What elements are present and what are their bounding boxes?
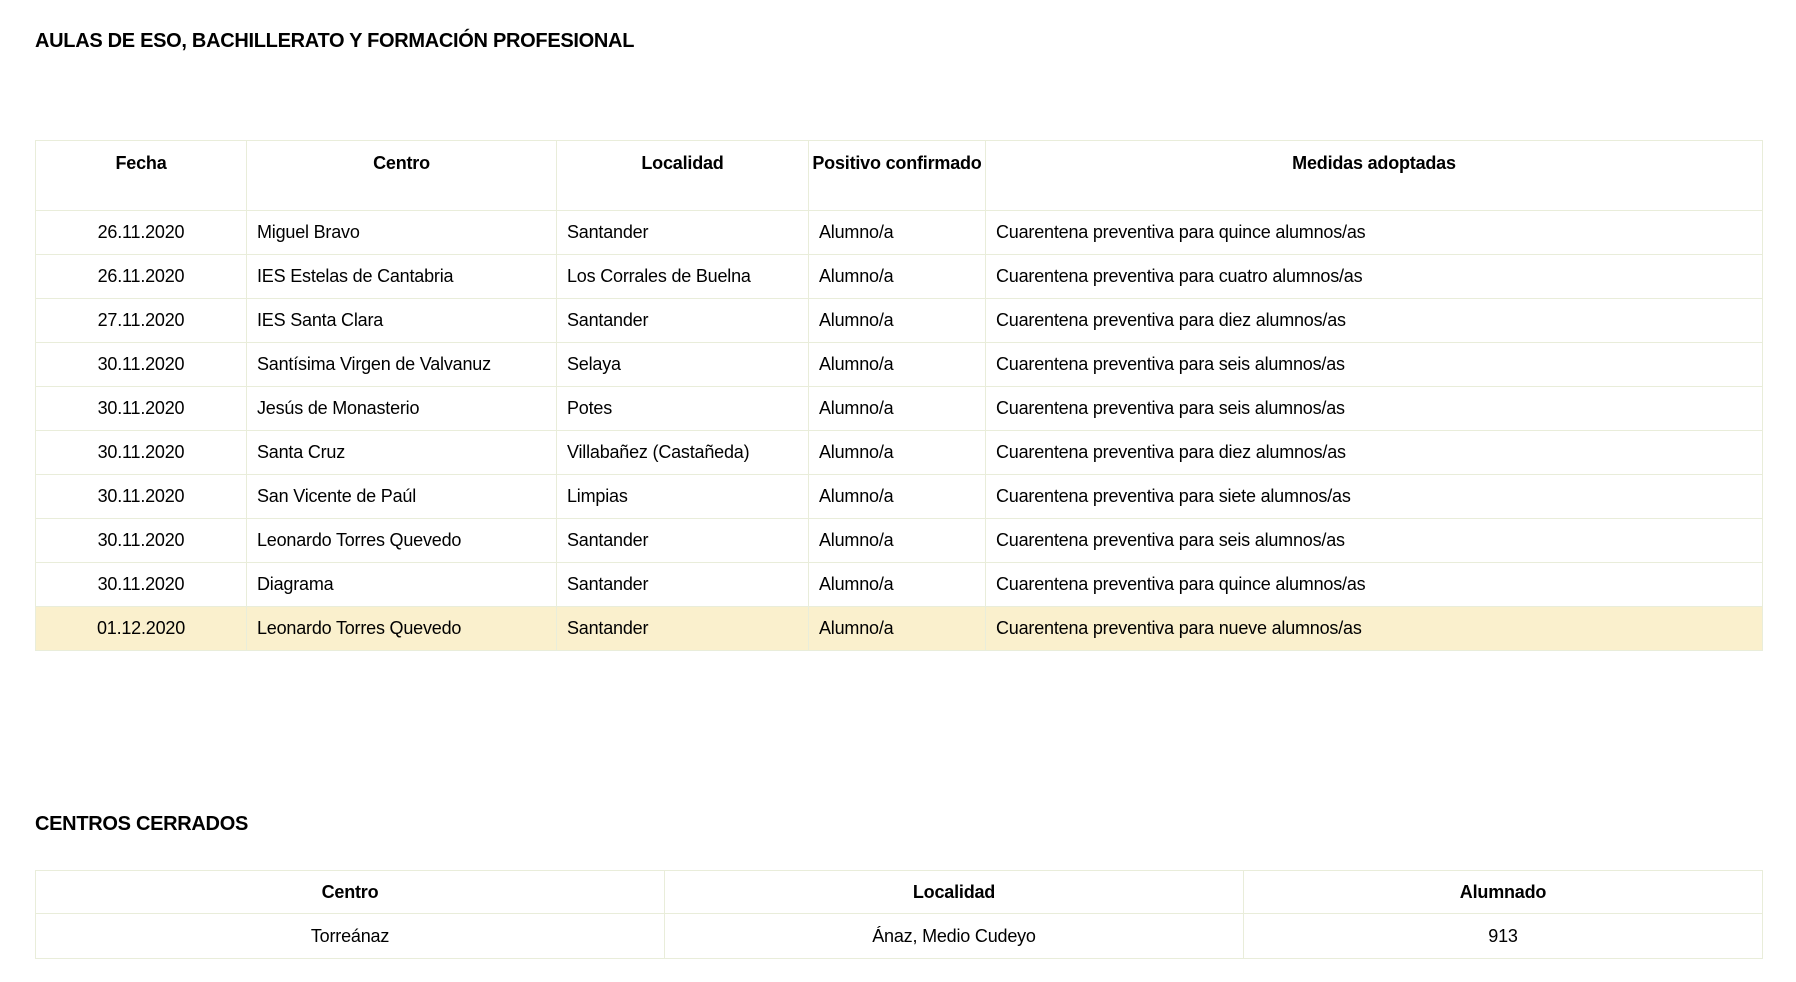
cell-fecha: 30.11.2020: [36, 343, 247, 387]
cell-fecha: 27.11.2020: [36, 299, 247, 343]
cell-fecha: 30.11.2020: [36, 475, 247, 519]
section-title-aulas: AULAS DE ESO, BACHILLERATO Y FORMACIÓN PROFESIONAL: [35, 30, 635, 52]
table-row: [36, 914, 1763, 959]
cell-medidas: Cuarentena preventiva para seis alumnos/as: [986, 387, 1763, 431]
cell-medidas: Cuarentena preventiva para seis alumnos/as: [986, 343, 1763, 387]
table-row: [36, 475, 1763, 519]
cell-localidad: Potes: [557, 387, 809, 431]
column-header-centro: Centro: [247, 141, 557, 211]
cell-centro: Diagrama: [247, 563, 557, 607]
table-row-highlighted: [36, 607, 1763, 651]
centros-table: [35, 870, 1763, 959]
cell-localidad: Santander: [557, 519, 809, 563]
table-row: [36, 299, 1763, 343]
cell-fecha: 01.12.2020: [36, 607, 247, 651]
cell-centro: San Vicente de Paúl: [247, 475, 557, 519]
table-row: [36, 255, 1763, 299]
cell-centro: Santísima Virgen de Valvanuz: [247, 343, 557, 387]
table-row: [36, 519, 1763, 563]
cell-fecha: 30.11.2020: [36, 387, 247, 431]
column-header-centro: Centro: [36, 871, 665, 914]
cell-localidad: Limpias: [557, 475, 809, 519]
cell-medidas: Cuarentena preventiva para quince alumnos/as: [986, 211, 1763, 255]
cell-medidas: Cuarentena preventiva para nueve alumnos/as: [986, 607, 1763, 651]
cell-medidas: Cuarentena preventiva para seis alumnos/as: [986, 519, 1763, 563]
cell-positivo: Alumno/a: [809, 475, 986, 519]
cell-positivo: Alumno/a: [809, 431, 986, 475]
column-header-localidad: Localidad: [665, 871, 1244, 914]
cell-fecha: 26.11.2020: [36, 255, 247, 299]
table-row: [36, 211, 1763, 255]
cell-centro: Leonardo Torres Quevedo: [247, 519, 557, 563]
centros-header-row: [36, 871, 1763, 914]
cell-medidas: Cuarentena preventiva para cuatro alumnos/as: [986, 255, 1763, 299]
cell-positivo: Alumno/a: [809, 211, 986, 255]
section-title-centros: CENTROS CERRADOS: [35, 813, 248, 835]
cell-fecha: 30.11.2020: [36, 431, 247, 475]
cell-centro: Torreánaz: [36, 914, 665, 959]
cell-localidad: Santander: [557, 211, 809, 255]
cell-alumnado: 913: [1244, 914, 1763, 959]
cell-fecha: 30.11.2020: [36, 519, 247, 563]
table-row: [36, 431, 1763, 475]
table-row: [36, 387, 1763, 431]
cell-localidad: Santander: [557, 607, 809, 651]
cell-fecha: 26.11.2020: [36, 211, 247, 255]
cell-localidad: Santander: [557, 563, 809, 607]
cell-positivo: Alumno/a: [809, 343, 986, 387]
cell-localidad: Santander: [557, 299, 809, 343]
cell-localidad: Villabañez (Castañeda): [557, 431, 809, 475]
aulas-header-row: [36, 141, 1763, 211]
column-header-localidad: Localidad: [557, 141, 809, 211]
column-header-medidas: Medidas adoptadas: [986, 141, 1763, 211]
aulas-table: [35, 140, 1763, 651]
cell-centro: IES Santa Clara: [247, 299, 557, 343]
column-header-positivo: Positivo confirmado: [809, 141, 986, 211]
cell-positivo: Alumno/a: [809, 563, 986, 607]
cell-centro: Leonardo Torres Quevedo: [247, 607, 557, 651]
cell-localidad: Ánaz, Medio Cudeyo: [665, 914, 1244, 959]
cell-medidas: Cuarentena preventiva para quince alumnos/as: [986, 563, 1763, 607]
cell-positivo: Alumno/a: [809, 255, 986, 299]
table-row: [36, 563, 1763, 607]
column-header-fecha: Fecha: [36, 141, 247, 211]
cell-centro: Jesús de Monasterio: [247, 387, 557, 431]
cell-medidas: Cuarentena preventiva para siete alumnos/as: [986, 475, 1763, 519]
cell-positivo: Alumno/a: [809, 519, 986, 563]
cell-centro: Santa Cruz: [247, 431, 557, 475]
cell-fecha: 30.11.2020: [36, 563, 247, 607]
cell-centro: IES Estelas de Cantabria: [247, 255, 557, 299]
cell-positivo: Alumno/a: [809, 607, 986, 651]
column-header-alumnado: Alumnado: [1244, 871, 1763, 914]
cell-localidad: Los Corrales de Buelna: [557, 255, 809, 299]
cell-localidad: Selaya: [557, 343, 809, 387]
cell-positivo: Alumno/a: [809, 299, 986, 343]
cell-medidas: Cuarentena preventiva para diez alumnos/as: [986, 431, 1763, 475]
cell-positivo: Alumno/a: [809, 387, 986, 431]
cell-centro: Miguel Bravo: [247, 211, 557, 255]
table-row: [36, 343, 1763, 387]
cell-medidas: Cuarentena preventiva para diez alumnos/as: [986, 299, 1763, 343]
